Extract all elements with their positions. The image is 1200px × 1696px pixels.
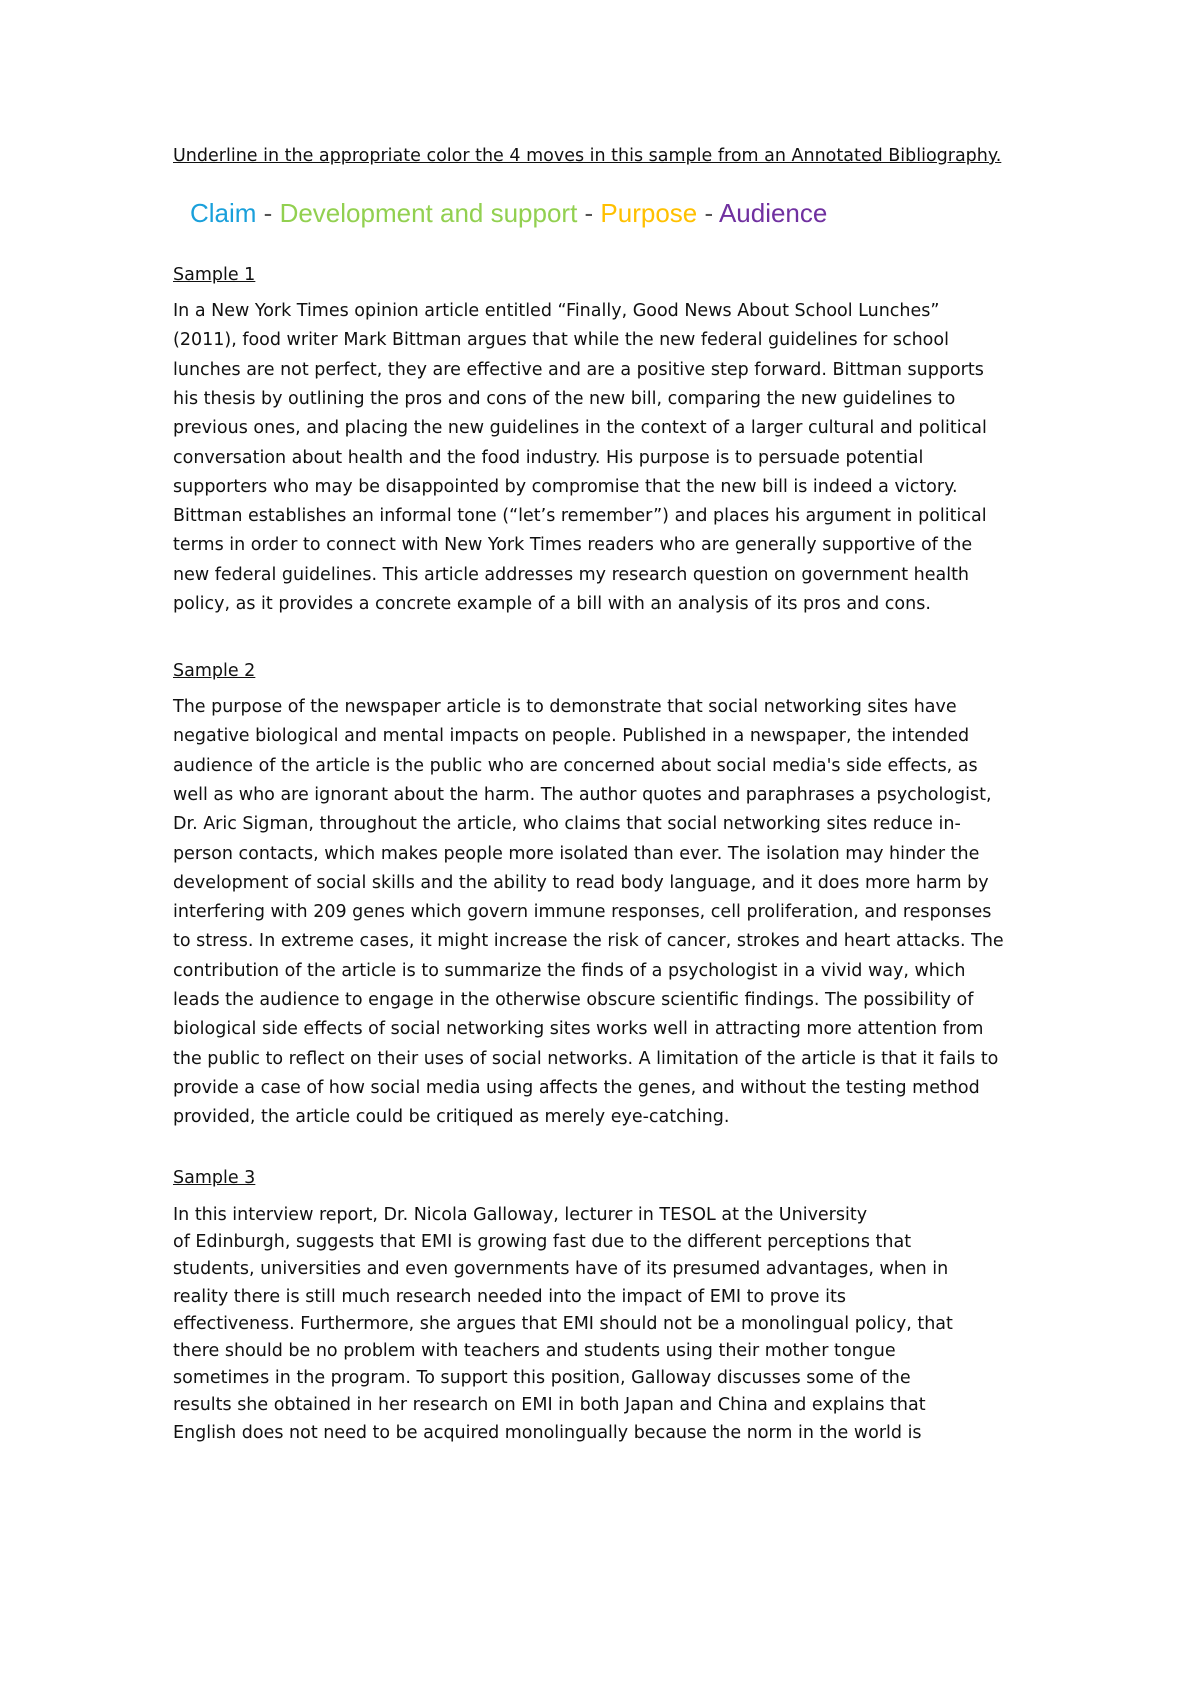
- sample-text-line: leads the audience to engage in the otherwise obscure scientific findings. The possibility of: [173, 990, 974, 1010]
- sample-text-line: conversation about health and the food industry. His purpose is to persuade potential: [173, 447, 924, 468]
- sample-text-line: effectiveness. Furthermore, she argues that EMI should not be a monolingual policy, that: [173, 1313, 953, 1334]
- sample-text-line: provided, the article could be critiqued as merely eye-catching.: [173, 1107, 730, 1128]
- sample-text-line: students, universities and even governments have of its presumed advantages, when in: [173, 1259, 949, 1280]
- legend-separator: -: [697, 198, 719, 228]
- sample-text-line: negative biological and mental impacts on people. Published in a newspaper, the intended: [173, 726, 970, 747]
- sample-text-line: policy, as it provides a concrete example of a bill with an analysis of its pros and cons.: [173, 594, 931, 614]
- legend-separator: -: [256, 198, 280, 228]
- sample-text-line: (2011), food writer Mark Bittman argues that while the new federal guidelines for school: [173, 330, 949, 351]
- sample-text-line: his thesis by outlining the pros and cons of the new bill, comparing the new guidelines to: [173, 388, 956, 409]
- sample-text-line: reality there is still much research needed into the impact of EMI to prove its: [173, 1286, 846, 1307]
- sample-text-line: results she obtained in her research on EMI in both Japan and China and explains that: [173, 1395, 926, 1416]
- sample-text-line: English does not need to be acquired monolingually because the norm in the world is: [173, 1422, 922, 1443]
- sample-text-line: the public to reflect on their uses of social networks. A limitation of the article is that it fails to: [173, 1048, 999, 1069]
- sample-text-line: of Edinburgh, suggests that EMI is growing fast due to the different perceptions that: [173, 1232, 912, 1253]
- sample-text-line: sometimes in the program. To support this position, Galloway discusses some of the: [173, 1368, 911, 1389]
- legend-separator: -: [577, 198, 601, 228]
- legend-development-support: Development and support: [279, 198, 578, 228]
- sample-text-line: terms in order to connect with New York Times readers who are generally supportive of the: [173, 535, 973, 556]
- sample-heading: Sample 1: [173, 265, 256, 285]
- sample-text-line: biological side effects of social networking sites works well in attracting more attention from: [173, 1019, 984, 1040]
- sample-text-line: new federal guidelines. This article addresses my research question on government health: [173, 564, 970, 585]
- sample-text-line: previous ones, and placing the new guidelines in the context of a larger cultural and political: [173, 418, 987, 439]
- sample-text-line: person contacts, which makes people more isolated than ever. The isolation may hinder the: [173, 843, 980, 864]
- sample-text-line: there should be no problem with teachers and students using their mother tongue: [173, 1341, 896, 1361]
- sample-heading: Sample 2: [173, 661, 256, 681]
- sample-heading: Sample 3: [173, 1168, 256, 1188]
- sample-text-line: contribution of the article is to summarize the finds of a psychologist in a vivid way, which: [173, 960, 966, 981]
- sample-text-line: Dr. Aric Sigman, throughout the article, who claims that social networking sites reduce in-: [173, 814, 961, 835]
- sample-text-line: In this interview report, Dr. Nicola Galloway, lecturer in TESOL at the University: [173, 1205, 868, 1225]
- sample-text-line: lunches are not perfect, they are effective and are a positive step forward. Bittman supports: [173, 359, 984, 380]
- sample-text-line: The purpose of the newspaper article is to demonstrate that social networking sites have: [173, 697, 957, 717]
- sample-text-line: Bittman establishes an informal tone (“let’s remember”) and places his argument in political: [173, 506, 987, 527]
- sample-text-line: to stress. In extreme cases, it might increase the risk of cancer, strokes and heart attacks. The: [173, 931, 1004, 952]
- moves-legend: [190, 198, 827, 229]
- sample-text-line: development of social skills and the ability to read body language, and it does more harm by: [173, 872, 989, 893]
- sample-text-line: provide a case of how social media using affects the genes, and without the testing method: [173, 1077, 980, 1098]
- sample-text-line: supporters who may be disappointed by compromise that the new bill is indeed a victory.: [173, 476, 958, 497]
- legend-claim: Claim: [190, 198, 257, 228]
- sample-text-line: In a New York Times opinion article entitled “Finally, Good News About School Lunches”: [173, 301, 940, 321]
- instruction-text: Underline in the appropriate color the 4 moves in this sample from an Annotated Bibliography.: [173, 146, 1002, 166]
- sample-text-line: well as who are ignorant about the harm. The author quotes and paraphrases a psychologist,: [173, 784, 992, 805]
- sample-text-line: audience of the article is the public who are concerned about social media's side effects, as: [173, 755, 978, 776]
- sample-text-line: interfering with 209 genes which govern immune responses, cell proliferation, and responses: [173, 902, 992, 923]
- legend-audience: Audience: [718, 198, 828, 228]
- legend-purpose: Purpose: [600, 198, 698, 228]
